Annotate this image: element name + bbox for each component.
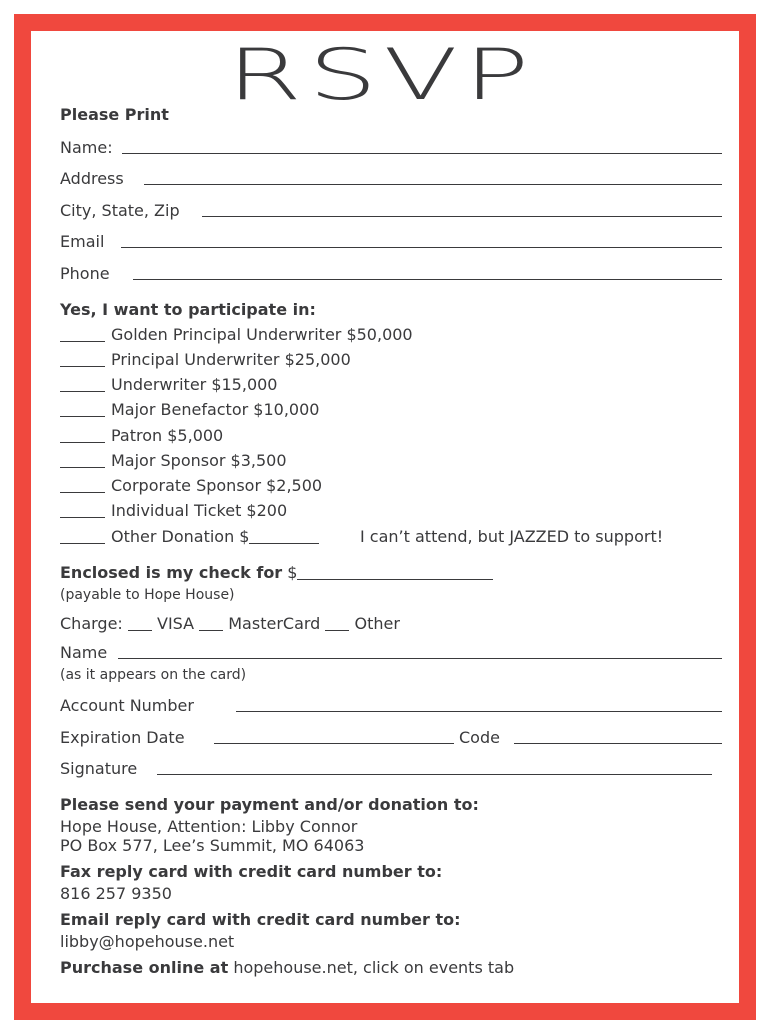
fax-heading: Fax reply card with credit card number to: (60, 862, 443, 881)
name-label: Name: (60, 138, 113, 157)
checkbox-blank[interactable] (60, 543, 105, 544)
other-donation-amount-field[interactable] (249, 543, 319, 544)
phone-field[interactable] (133, 279, 722, 280)
email-field[interactable] (121, 247, 722, 248)
checkbox-blank[interactable] (60, 416, 105, 417)
participation-option[interactable]: Major Sponsor $3,500 (60, 451, 287, 471)
check-line: Enclosed is my check for $ (60, 563, 493, 583)
visa-blank[interactable] (128, 630, 152, 631)
other-donation-option[interactable]: Other Donation $ (60, 527, 319, 547)
expiration-date-label: Expiration Date (60, 728, 185, 747)
cant-attend-label: I can’t attend, but JAZZED to support! (360, 527, 664, 546)
checkbox-blank[interactable] (60, 366, 105, 367)
participation-option[interactable]: Golden Principal Underwriter $50,000 (60, 325, 413, 345)
send-payment-heading: Please send your payment and/or donation to: (60, 795, 479, 814)
signature-field[interactable] (157, 774, 712, 775)
checkbox-blank[interactable] (60, 442, 105, 443)
participation-option[interactable]: Individual Ticket $200 (60, 501, 287, 521)
account-number-field[interactable] (236, 711, 722, 712)
phone-label: Phone (60, 264, 110, 283)
email-label: Email (60, 232, 105, 251)
cardholder-name-label: Name (60, 643, 108, 662)
participation-option[interactable]: Major Benefactor $10,000 (60, 400, 319, 420)
other-card-blank[interactable] (325, 630, 349, 631)
code-field[interactable] (514, 743, 722, 744)
mastercard-blank[interactable] (199, 630, 223, 631)
expiration-date-field[interactable] (214, 743, 454, 744)
mailing-address-line2: PO Box 577, Lee’s Summit, MO 64063 (60, 836, 365, 855)
account-number-label: Account Number (60, 696, 194, 715)
checkbox-blank[interactable] (60, 341, 105, 342)
online-link[interactable]: hopehouse.net, click on events tab (233, 958, 515, 977)
page-title: RSVP (226, 34, 536, 116)
checkbox-blank[interactable] (60, 391, 105, 392)
checkbox-blank[interactable] (60, 517, 105, 518)
charge-line: Charge: VISA MasterCard Other (60, 614, 400, 633)
mailing-address-line1: Hope House, Attention: Libby Connor (60, 817, 358, 836)
participation-option[interactable]: Corporate Sponsor $2,500 (60, 476, 322, 496)
cardholder-name-note: (as it appears on the card) (60, 667, 247, 683)
check-amount-field[interactable] (297, 579, 493, 580)
please-print-label: Please Print (60, 105, 169, 124)
participation-option[interactable]: Underwriter $15,000 (60, 375, 277, 395)
address-label: Address (60, 169, 124, 188)
address-field[interactable] (144, 184, 722, 185)
city-state-zip-field[interactable] (202, 216, 722, 217)
participation-option[interactable]: Patron $5,000 (60, 426, 223, 446)
fax-number: 816 257 9350 (60, 884, 172, 903)
city-state-zip-label: City, State, Zip (60, 201, 180, 220)
name-field[interactable] (122, 153, 722, 154)
email-address[interactable]: libby@hopehouse.net (60, 932, 235, 951)
signature-label: Signature (60, 759, 138, 778)
participation-heading: Yes, I want to participate in: (60, 300, 316, 319)
cardholder-name-field[interactable] (118, 658, 722, 659)
code-label: Code (459, 728, 500, 747)
purchase-online-line: Purchase online at hopehouse.net, click on events tab (60, 958, 515, 977)
checkbox-blank[interactable] (60, 492, 105, 493)
checkbox-blank[interactable] (60, 467, 105, 468)
participation-option[interactable]: Principal Underwriter $25,000 (60, 350, 351, 370)
payable-note: (payable to Hope House) (60, 587, 235, 603)
email-heading: Email reply card with credit card number to: (60, 910, 461, 929)
